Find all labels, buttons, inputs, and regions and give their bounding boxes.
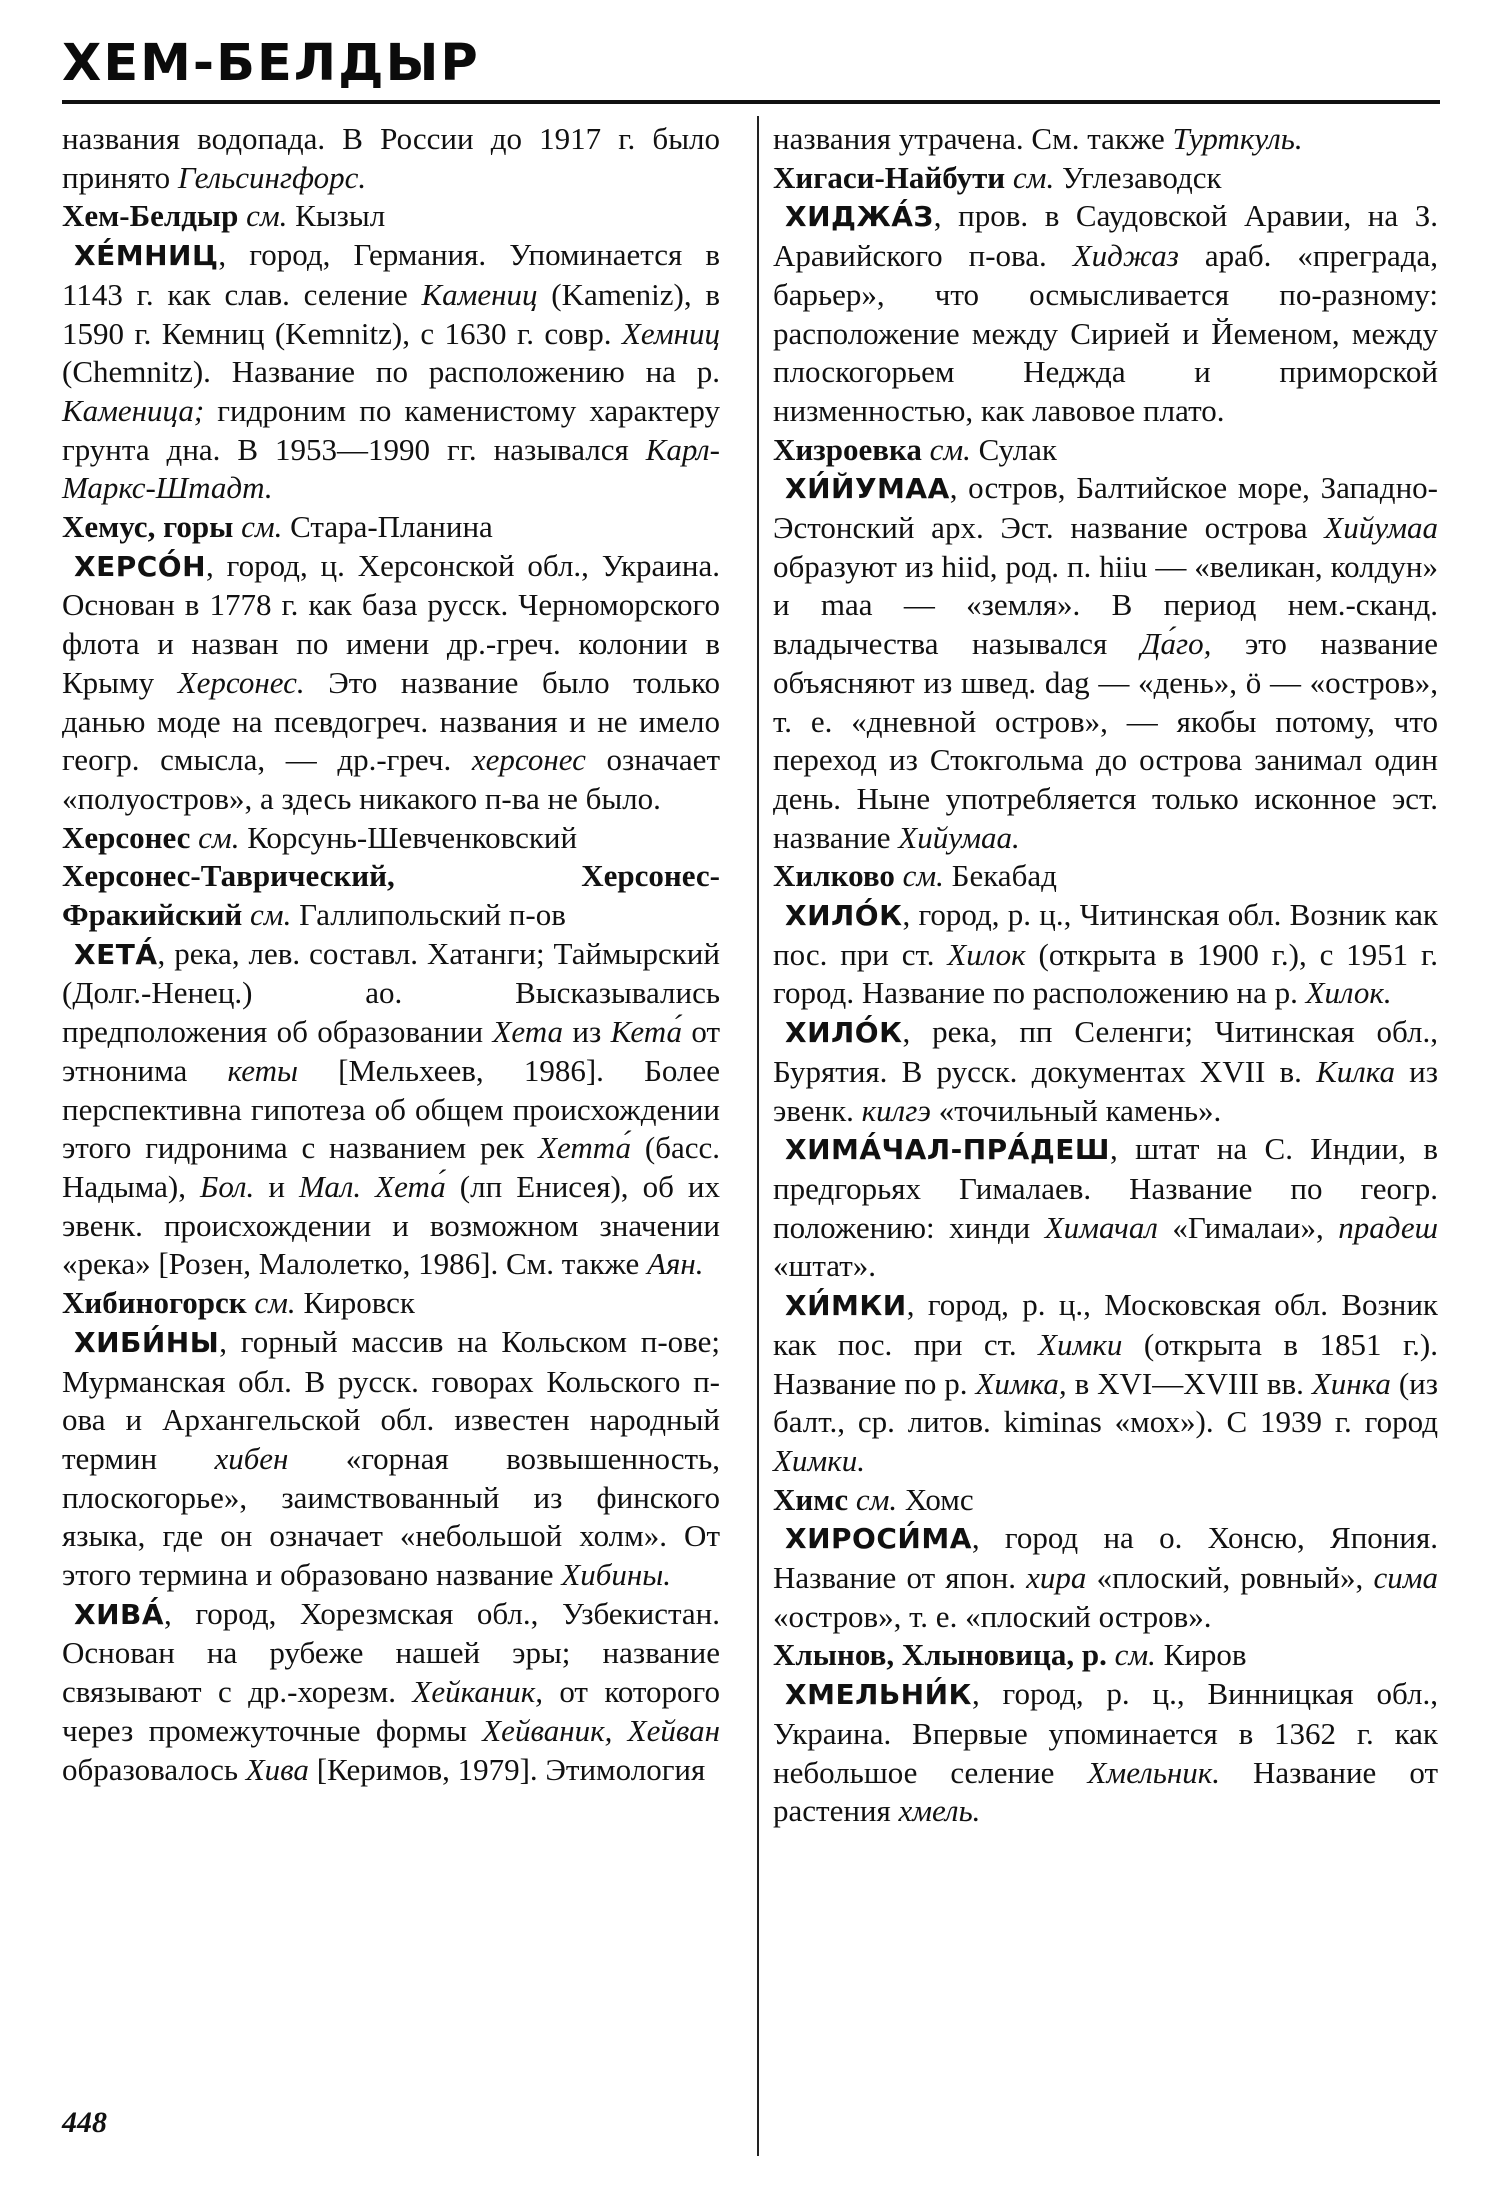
entry-text [848,1482,856,1517]
entry-text: (Chemnitz). Название по расположению на р. [62,354,720,390]
entry-text: «точильный камень». [930,1092,1222,1128]
italic-text: Хиджаз [1072,238,1179,274]
dictionary-entry [62,547,720,819]
entry-text: , остров, Балтийское море, Западно-Эстонский арх. Эст. название острова [773,470,1438,546]
entry-text: (из балт., ср. литов. kiminas «мох»). С 1939 г. город [773,1365,1438,1440]
headword: ХЕРСО́Н [74,549,207,583]
entry-text: (открыта в 1900 г.), с 1951 г. город. Название по расположению на р. [773,936,1438,1011]
reference-headword: Химс [773,1481,849,1517]
entry-text: «плоский, ровный», [1086,1560,1374,1596]
italic-text: Химка, [975,1365,1067,1401]
italic-text: сима [1373,1560,1438,1596]
entry-text: , штат на С. Индии, в предгорьях Гималаев. Название по геогр. положению: хинди [773,1131,1438,1245]
cross-reference [773,1636,1438,1675]
italic-text: см. [929,431,971,467]
italic-text: Бол. [200,1168,255,1204]
italic-text: Херсонес. [177,664,305,700]
reference-headword: Херсонес-Таврический, Херсонес-Фракийский [62,858,720,933]
entry-text: означает «полуостров», а здесь никакого п-ва не было. [62,742,720,816]
entry-text: (открыта в 1851 г.). Название по р. [773,1326,1438,1401]
column-divider [757,116,759,2156]
italic-text: Хива [245,1751,309,1787]
entry-text: Киров [1155,1637,1247,1673]
dictionary-entry [773,1130,1438,1286]
entry-text: , пров. в Саудовской Аравии, на З. Аравийского п-ова. [773,198,1438,274]
italic-text: см. [241,509,283,545]
reference-headword: Херсонес [62,819,191,855]
headword: ХИЛО́К [785,899,903,933]
italic-text: Хета [492,1014,564,1050]
entry-text: и [254,1168,299,1204]
entry-text: Хомс [897,1481,974,1517]
italic-text: хибен [214,1440,289,1476]
italic-text: Химки. [773,1442,865,1478]
headword: ХИРОСИ́МА [785,1522,972,1556]
headword: ХИМА́ЧАЛ-ПРА́ДЕШ [785,1133,1111,1167]
italic-text: см. [1012,159,1055,195]
italic-text: Хийумаа [1324,510,1438,546]
italic-text: Хибины. [561,1557,671,1593]
italic-text: Турткуль. [1172,121,1303,156]
entry-text: «остров», т. е. «плоский остров». [773,1598,1212,1634]
italic-text: Да́го, [1140,626,1212,662]
entry-text: [Мельхеев, 1986]. Более перспективна гипотеза об общем происхождении этого гидронима с названием рек [62,1052,720,1166]
dictionary-entry [62,236,720,508]
italic-text: прадеш [1338,1209,1438,1245]
entry-text: «штат». [773,1248,877,1284]
italic-text: хира [1026,1560,1087,1596]
right-column [773,120,1438,1831]
entry-text: названия утрачена. См. также [773,121,1173,156]
reference-headword: Хем-Белдыр [62,198,239,234]
italic-text: Мал. Хета́ [298,1168,446,1204]
headword: ХЕТА́ [74,937,158,971]
entry-text: образуют из hiid, род. п. hiiu — «великан, колдун» и maa — «земля». В период нем.-сканд. владычества назывался [773,548,1438,662]
cross-reference [773,159,1438,198]
dictionary-entry [773,896,1438,1013]
cross-reference [62,819,720,858]
dictionary-entry [773,197,1438,430]
entry-text: названия водопада. В России до 1917 г. было принято [62,121,720,195]
cross-reference [62,508,720,547]
dictionary-entry [773,1286,1438,1481]
reference-headword: Хибиногорск [62,1285,247,1321]
dictionary-entry [773,469,1438,857]
entry-text: Сулак [970,431,1057,467]
entry-text: Кировск [295,1285,415,1321]
reference-headword: Хизроевка [773,431,922,467]
italic-text: Хмельник. [1087,1754,1220,1790]
headword: ХИЛО́К [785,1016,903,1050]
entry-text: (басс. Надыма), [62,1130,721,1204]
italic-text: Хемниц [621,315,720,351]
italic-text: Хинка [1311,1365,1391,1401]
cross-reference [773,431,1438,470]
reference-headword: Хлынов, Хлыновица, р. [773,1637,1107,1673]
entry-text: [Керимов, 1979]. Этимология [308,1751,706,1787]
italic-text: херсонес [471,742,586,778]
dictionary-entry [773,1013,1438,1130]
entry-text: , город, ц. Херсонской обл., Украина. Основан в 1778 г. как база русск. Черноморского флота и назван по имени др.-греч. колонии в Крыму [62,547,720,700]
entry-text [1107,1637,1115,1672]
entry-continuation [62,120,720,197]
cross-reference [773,857,1438,896]
entry-text: , город, Германия. Упоминается в 1143 г. как слав. селение [62,237,720,312]
italic-text: Химачал [1044,1209,1158,1245]
italic-text: кеты [227,1052,298,1088]
italic-text: см. [1114,1637,1156,1673]
entry-text: (лп Енисея), об их эвенк. происхождении и возможном значении «река» [Розен, Малолетко, 1986]. См. также [62,1168,720,1282]
italic-text: Кета́ [610,1014,682,1050]
italic-text: хмель. [898,1793,981,1829]
reference-headword: Хемус, горы [62,509,234,545]
italic-text: Хетта́ [538,1130,632,1166]
entry-text [190,820,198,855]
italic-text: Килка [1316,1053,1395,1089]
entry-text: , город, Хорезмская обл., Узбекистан. Основан на рубеже нашей эры; название связывают с др.-хорезм. [62,1595,720,1710]
italic-text: Карл-Маркс-Штадт. [62,431,720,506]
italic-text: Гельсингфорс. [177,159,367,195]
entry-text [233,509,241,544]
entry-text: «Гималаи», [1157,1209,1339,1245]
headword: ХИ́МКИ [785,1289,907,1323]
entry-text [238,198,246,233]
entry-text: из [563,1014,611,1050]
italic-text: Камениц [421,276,538,312]
entry-text: от которого через промежуточные формы [62,1674,720,1748]
entry-text: от этнонима [62,1014,720,1088]
entry-text: гидроним по каменистому характеру грунта дна. В 1953—1990 гг. назывался [62,392,720,467]
entry-text: Стара-Планина [282,509,493,545]
italic-text: см. [254,1285,296,1321]
cross-reference [62,1284,720,1323]
dictionary-entry [62,1323,720,1595]
entry-text: это название объясняют из швед. dag — «день», ö — «остров», т. е. «дневной остров», — якобы потому, что переход из Стокгольма до острова занимал один день. Ныне употребляется только исконное эст. название [773,626,1438,855]
cross-reference [62,857,720,934]
entry-text: Это название было только данью моде на псевдогреч. названия и не имело геогр. смысла, — др.-греч. [62,664,720,778]
cross-reference [773,1481,1438,1520]
left-column [62,120,720,1789]
italic-text: Хейканик, [412,1674,543,1710]
entry-text: Корсунь-Шевченковский [239,819,578,855]
entry-text [1005,160,1013,195]
headword: ХМЕЛЬНИ́К [785,1678,972,1712]
entry-text: Углезаводск [1054,159,1222,195]
entry-text: (Kameniz), в 1590 г. Кемниц (Kemnitz), с 1630 г. совр. [62,276,720,351]
entry-text: , город, р. ц., Винницкая обл., Украина. Впервые упоминается в 1362 г. как небольшое селение [773,1676,1438,1790]
italic-text: см. [250,897,292,933]
headword: ХИ́ЙУМАА [785,472,950,506]
page-number: 448 [62,2106,107,2139]
italic-text: см. [902,858,944,894]
running-head: ХЕМ-БЕЛДЫР [62,34,480,93]
entry-text: , город, р. ц., Московская обл. Возник как пос. при ст. [773,1287,1438,1362]
italic-text: см. [198,819,240,855]
entry-text: «горная возвышенность, плоскогорье», заимствованный из финского языка, где он означает «небольшой холм». От этого термина и образовано название [62,1440,720,1593]
entry-text: араб. «преграда, барьер», что осмысливается по-разному: расположение между Сирией и Йеменом, между плоскогорьем Неджда и приморской низменностью, как лавовое плато. [773,238,1438,428]
dictionary-entry [62,1595,720,1790]
entry-text: Кызыл [287,198,386,234]
entry-text: , река, пп Селенги; Читинская обл., Бурятия. В русск. документах XVII в. [773,1014,1438,1089]
dictionary-entry [773,1519,1438,1636]
entry-text [895,858,903,893]
entry-text: , горный массив на Кольском п-ове; Мурманская обл. В русск. говорах Кольского п-ова и Архангельской обл. известен народный термин [62,1323,720,1476]
italic-text: Аян. [647,1246,704,1282]
italic-text: Хийумаа. [898,819,1020,855]
entry-text [922,432,930,467]
entry-text [242,897,250,932]
italic-text: см. [246,198,288,234]
italic-text: килгэ [861,1092,931,1128]
entry-text: в XVI—XVIII вв. [1066,1365,1312,1401]
italic-text: Химки [1038,1326,1123,1362]
italic-text: Хейваник, Хейван [482,1712,720,1748]
reference-headword: Хигаси-Найбути [773,159,1006,195]
italic-text: Хилок. [1305,975,1392,1011]
header-rule [62,100,1440,104]
italic-text: см. [855,1481,898,1517]
headword: ХЕ́МНИЦ [74,239,219,273]
cross-reference [62,197,720,236]
dictionary-entry [773,1675,1438,1831]
entry-text: Бекабад [943,858,1057,894]
entry-text: Название от растения [773,1754,1438,1829]
entry-text: Галлипольский п-ов [291,897,566,933]
entry-text: , река, лев. составл. Хатанги; Таймырский (Долг.-Ненец.) ао. Высказывались предположения об образовании [62,935,720,1050]
entry-text: , город, р. ц., Читинская обл. Возник как пос. при ст. [773,897,1438,972]
reference-headword: Хилково [773,858,895,894]
entry-text: из эвенк. [773,1053,1438,1128]
dictionary-entry [62,935,720,1284]
headword: ХИДЖА́З [785,200,934,234]
entry-text: образовалось [62,1751,246,1787]
italic-text: Каменица; [62,392,205,428]
entry-continuation [773,120,1438,159]
headword: ХИБИ́НЫ [74,1325,220,1359]
entry-text: , город на о. Хонсю, Япония. Название от япон. [773,1520,1438,1596]
italic-text: Хилок [947,936,1026,972]
headword: ХИВА́ [74,1597,165,1631]
